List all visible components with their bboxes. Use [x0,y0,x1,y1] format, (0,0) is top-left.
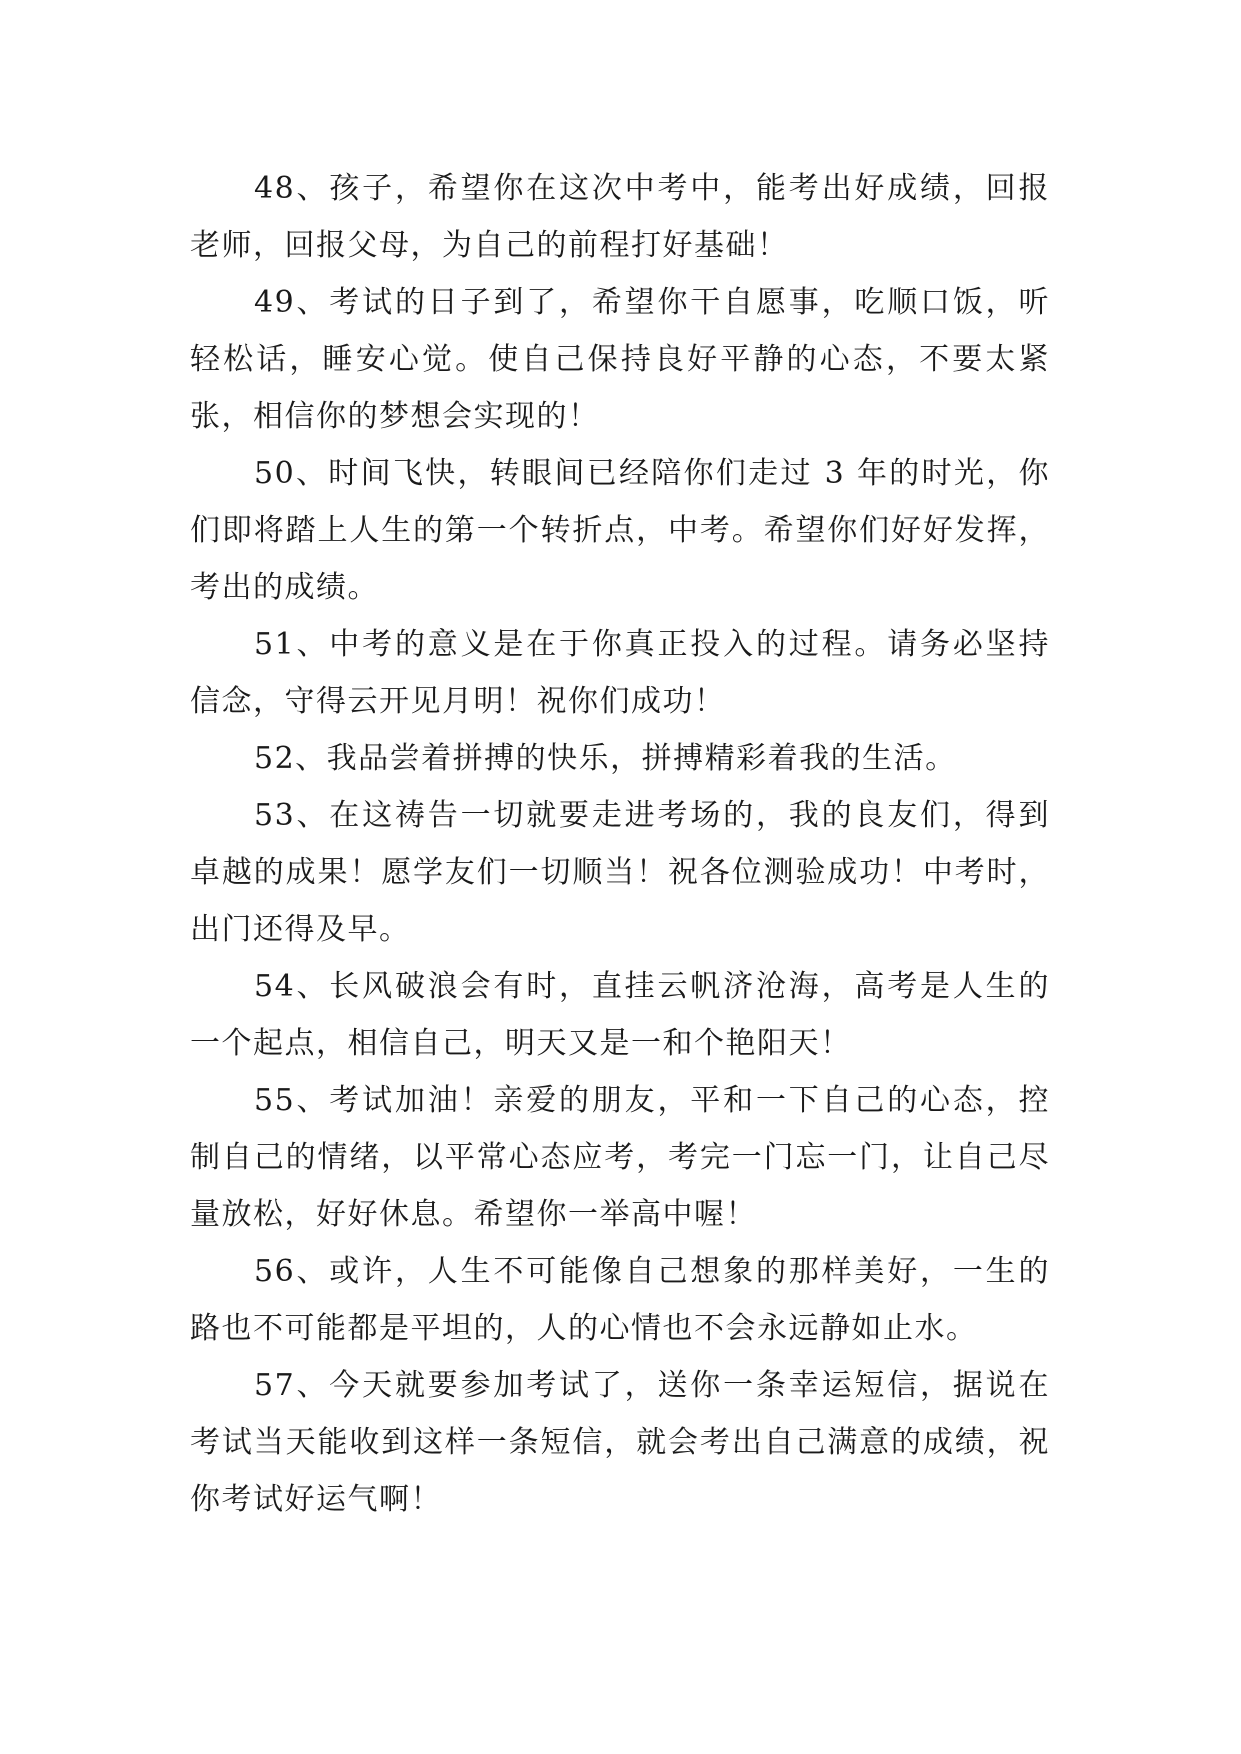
paragraph-50: 50、时间飞快，转眼间已经陪你们走过 3 年的时光，你们即将踏上人生的第一个转折点，中考。希望你们好好发挥，考出的成绩。 [190,456,1050,605]
paragraph-57: 57、今天就要参加考试了，送你一条幸运短信，据说在考试当天能收到这样一条短信，就会考出自己满意的成绩，祝你考试好运气啊！ [190,1368,1050,1517]
paragraph-52: 52、我品尝着拼搏的快乐，拼搏精彩着我的生活。 [254,741,957,776]
paragraph-48: 48、孩子，希望你在这次中考中，能考出好成绩，回报老师，回报父母，为自己的前程打好基础！ [190,171,1050,263]
paragraph-56: 56、或许，人生不可能像自己想象的那样美好，一生的路也不可能都是平坦的，人的心情也不会永远静如止水。 [190,1254,1050,1346]
paragraph-51: 51、中考的意义是在于你真正投入的过程。请务必坚持信念，守得云开见月明！祝你们成功！ [190,627,1050,719]
document-body [190,160,1050,1528]
paragraph-54: 54、长风破浪会有时，直挂云帆济沧海，高考是人生的一个起点，相信自己，明天又是一和个艳阳天！ [190,969,1050,1061]
paragraph-55: 55、考试加油！亲爱的朋友，平和一下自己的心态，控制自己的情绪，以平常心态应考，考完一门忘一门，让自己尽量放松，好好休息。希望你一举高中喔！ [190,1083,1050,1232]
paragraph-49: 49、考试的日子到了，希望你干自愿事，吃顺口饭，听轻松话，睡安心觉。使自己保持良好平静的心态，不要太紧张，相信你的梦想会实现的！ [190,285,1050,434]
paragraph-53: 53、在这祷告一切就要走进考场的，我的良友们，得到卓越的成果！愿学友们一切顺当！祝各位测验成功！中考时，出门还得及早。 [190,798,1050,947]
